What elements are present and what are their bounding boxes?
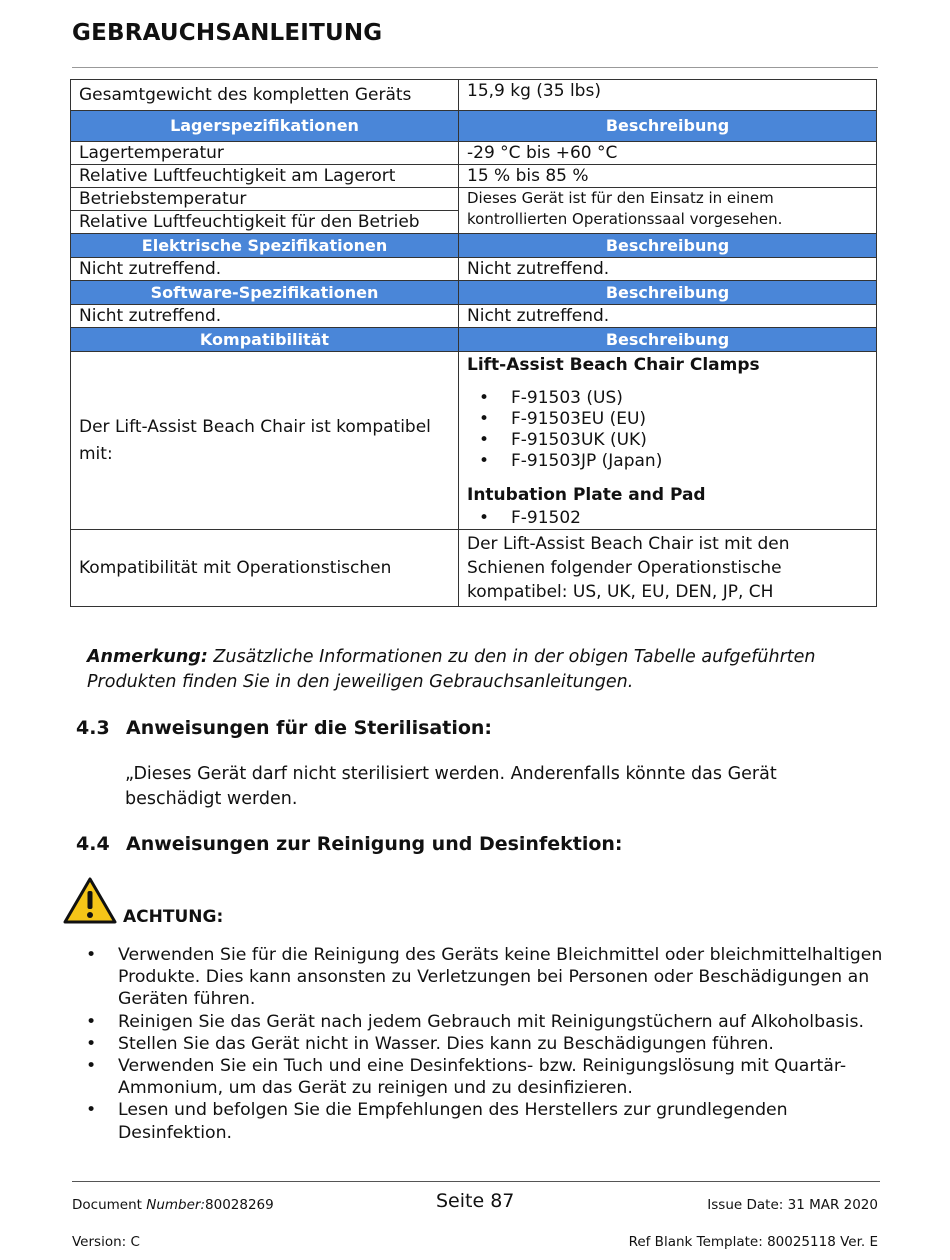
storage-header-left: Lagerspezifikationen — [71, 111, 459, 142]
issue-date: Issue Date: 31 MAR 2020 — [707, 1197, 878, 1213]
compat-right — [459, 352, 877, 530]
software-right: Nicht zutreffend. — [459, 305, 877, 328]
electrical-left: Nicht zutreffend. — [71, 258, 459, 281]
storage-temp-label: Lagertemperatur — [71, 142, 459, 165]
note-paragraph — [87, 645, 877, 695]
list-item: • Stellen Sie das Gerät nicht in Wasser. Dies kann zu Beschädigungen führen. — [86, 1033, 886, 1055]
list-item: • F-91503EU (EU) — [467, 409, 868, 430]
specifications-table — [70, 79, 877, 607]
list-item: • Verwenden Sie für die Reinigung des Geräts keine Bleichmittel oder bleichmittelhaltigen Produkte. Dies kann ansonsten zu Verletzungen bei Personen oder Beschädigungen an Geräten führen. — [86, 944, 886, 1011]
plate-title: Intubation Plate and Pad — [467, 485, 706, 505]
version: Version: C — [72, 1234, 140, 1250]
document-number — [72, 1197, 274, 1213]
doc-label-italic: Number: — [146, 1197, 206, 1213]
table-row — [71, 142, 877, 165]
footer-divider — [72, 1181, 880, 1182]
rails-label: Kompatibilität mit Operationstischen — [71, 530, 459, 607]
list-item: • Reinigen Sie das Gerät nach jedem Gebrauch mit Reinigungstüchern auf Alkoholbasis. — [86, 1011, 886, 1033]
doc-label: Document — [72, 1197, 147, 1213]
compat-header-right: Beschreibung — [459, 328, 877, 352]
software-header-right: Beschreibung — [459, 281, 877, 305]
section-4-3-heading — [76, 717, 492, 739]
section-4-4-heading — [76, 833, 623, 855]
list-item: • F-91503 (US) — [467, 388, 868, 409]
software-header-row — [71, 281, 877, 305]
storage-humidity-value: 15 % bis 85 % — [459, 165, 877, 188]
compat-left: Der Lift-Assist Beach Chair ist kompatibel mit: — [71, 352, 459, 530]
warning-list — [86, 944, 886, 1144]
note-text: Zusätzliche Informationen zu den in der obigen Tabelle aufgeführten Produkten finden Sie in den jeweiligen Gebrauchsanleitungen. — [87, 647, 816, 692]
section-title: Anweisungen für die Sterilisation: — [126, 717, 493, 739]
table-row — [71, 352, 877, 530]
weight-label: Gesamtgewicht des kompletten Geräts — [71, 80, 459, 111]
storage-temp-value: -29 °C bis +60 °C — [459, 142, 877, 165]
operating-value: Dieses Gerät ist für den Einsatz in einem kontrollierten Operationssaal vorgesehen. — [459, 188, 877, 234]
rails-value: Der Lift-Assist Beach Chair ist mit den Schienen folgender Operationstische kompatibel: US, UK, EU, DEN, JP, CH — [459, 530, 877, 607]
template-ref: Ref Blank Template: 80025118 Ver. E — [628, 1234, 878, 1250]
list-item: • F-91503UK (UK) — [467, 430, 868, 451]
section-number: 4.4 — [76, 833, 110, 855]
page-header-title: GEBRAUCHSANLEITUNG — [72, 20, 383, 46]
operating-humidity-label: Relative Luftfeuchtigkeit für den Betrieb — [71, 211, 459, 234]
table-row — [71, 305, 877, 328]
note-label: Anmerkung: — [87, 647, 208, 667]
section-title: Anweisungen zur Reinigung und Desinfektion: — [126, 833, 623, 855]
table-row-weight — [71, 80, 877, 111]
storage-header-right: Beschreibung — [459, 111, 877, 142]
list-item: • F-91503JP (Japan) — [467, 451, 868, 472]
warning-triangle-icon — [62, 876, 118, 926]
page-number: Seite 87 — [436, 1190, 515, 1212]
table-row — [71, 530, 877, 607]
storage-header-row — [71, 111, 877, 142]
table-row — [71, 188, 877, 211]
table-row — [71, 165, 877, 188]
list-item: • Verwenden Sie ein Tuch und eine Desinfektions- bzw. Reinigungslösung mit Quartär-Ammonium, um das Gerät zu reinigen und zu desinfizieren. — [86, 1055, 886, 1099]
weight-value: 15,9 kg (35 lbs) — [459, 80, 877, 111]
storage-humidity-label: Relative Luftfeuchtigkeit am Lagerort — [71, 165, 459, 188]
list-item: • Lesen und befolgen Sie die Empfehlungen des Herstellers zur grundlegenden Desinfektion. — [86, 1099, 886, 1143]
clamps-list — [467, 388, 868, 472]
compat-header-row — [71, 328, 877, 352]
table-row — [71, 258, 877, 281]
operating-temp-label: Betriebstemperatur — [71, 188, 459, 211]
doc-number: 80028269 — [205, 1197, 274, 1213]
warning-label: ACHTUNG: — [123, 907, 224, 927]
electrical-header-row — [71, 234, 877, 258]
compat-header-left: Kompatibilität — [71, 328, 459, 352]
list-item: • F-91502 — [467, 508, 868, 529]
software-left: Nicht zutreffend. — [71, 305, 459, 328]
header-divider — [72, 67, 878, 68]
software-header-left: Software-Spezifikationen — [71, 281, 459, 305]
clamps-title: Lift-Assist Beach Chair Clamps — [467, 355, 760, 375]
electrical-right: Nicht zutreffend. — [459, 258, 877, 281]
electrical-header-left: Elektrische Spezifikationen — [71, 234, 459, 258]
plate-list — [467, 508, 868, 529]
electrical-header-right: Beschreibung — [459, 234, 877, 258]
section-number: 4.3 — [76, 717, 110, 739]
sterilisation-text: „Dieses Gerät darf nicht sterilisiert werden. Anderenfalls könnte das Gerät beschädigt werden. — [125, 764, 777, 809]
